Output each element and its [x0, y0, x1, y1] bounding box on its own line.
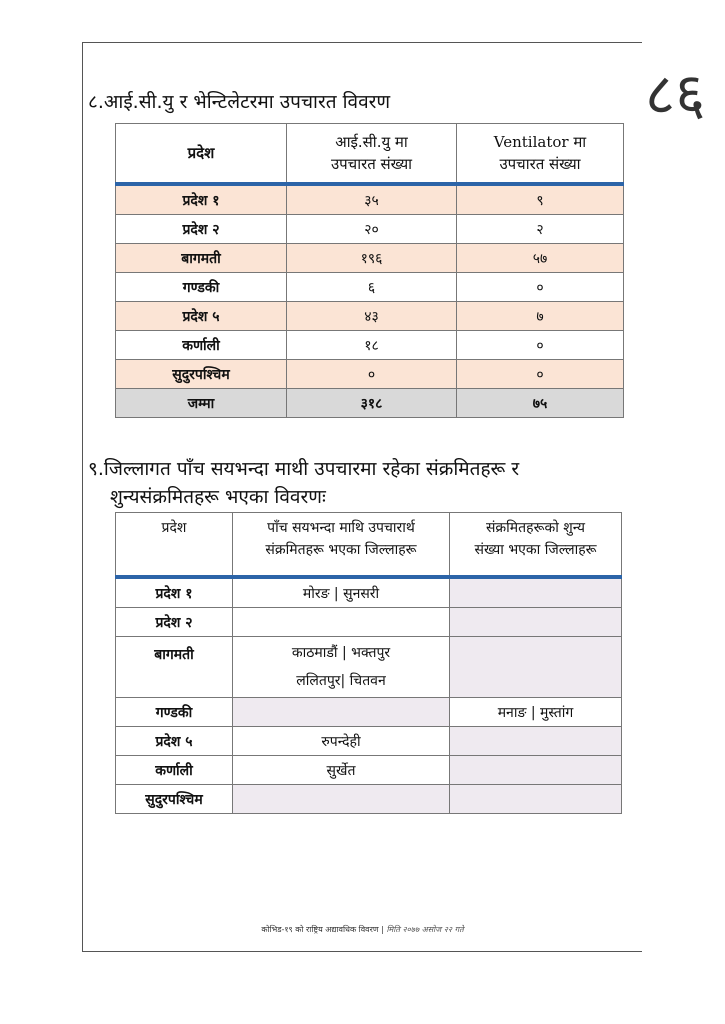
table-cell: कर्णाली	[116, 756, 233, 785]
footer-date: मिति २०७७ असोज २२ गते	[386, 925, 464, 934]
icu-ventilator-table	[115, 123, 624, 418]
table-cell: प्रदेश ५	[116, 302, 287, 331]
total-row	[116, 389, 624, 418]
table-cell: ३५	[287, 184, 457, 215]
table-cell: कर्णाली	[116, 331, 287, 360]
table-cell: २	[457, 215, 624, 244]
table-cell: सुदुरपश्चिम	[116, 360, 287, 389]
table-cell	[450, 577, 622, 608]
table-cell	[450, 727, 622, 756]
table-row	[116, 331, 624, 360]
table-cell	[233, 785, 450, 814]
table-cell: मनाङ | मुस्तांग	[450, 698, 622, 727]
section9-heading-line1: ९.जिल्लागत पाँच सयभन्दा माथी उपचारमा रहेका संक्रमितहरू र	[88, 458, 520, 480]
table-row	[116, 302, 624, 331]
table-cell: ०	[457, 331, 624, 360]
table-cell: ३१८	[287, 389, 457, 418]
table-row	[116, 785, 622, 814]
district-table	[115, 512, 622, 814]
table-cell: सुदुरपश्चिम	[116, 785, 233, 814]
section9-heading	[88, 455, 519, 511]
table-row	[116, 215, 624, 244]
table-cell: ०	[287, 360, 457, 389]
table-cell: ७	[457, 302, 624, 331]
table-row	[116, 577, 622, 608]
table-cell: बागमती	[116, 244, 287, 273]
table-cell: सुर्खेत	[233, 756, 450, 785]
header-ventilator: Ventilator मा उपचारत संख्या	[457, 124, 624, 185]
table-cell	[450, 608, 622, 637]
table-cell: ९	[457, 184, 624, 215]
table-cell: गण्डकी	[116, 698, 233, 727]
table-cell: काठमाडौं | भक्तपुर ललितपुर| चितवन	[233, 637, 450, 698]
header-province: प्रदेश	[116, 513, 233, 578]
header-province: प्रदेश	[116, 124, 287, 185]
table-row	[116, 698, 622, 727]
table-cell: जम्मा	[116, 389, 287, 418]
page-footer	[0, 924, 725, 935]
table-row	[116, 273, 624, 302]
table-cell: ७५	[457, 389, 624, 418]
table-cell	[233, 608, 450, 637]
table-cell: रुपन्देही	[233, 727, 450, 756]
table-cell: प्रदेश २	[116, 608, 233, 637]
header-icu: आई.सी.यु मा उपचारत संख्या	[287, 124, 457, 185]
table-cell	[233, 698, 450, 727]
table-row	[116, 756, 622, 785]
header-zero: संक्रमितहरूको शुन्य संख्या भएका जिल्लाहरू	[450, 513, 622, 578]
table-row	[116, 637, 622, 698]
table-cell: १८	[287, 331, 457, 360]
table-cell: ५७	[457, 244, 624, 273]
table-cell: ०	[457, 273, 624, 302]
table-cell: प्रदेश ५	[116, 727, 233, 756]
table-header-row	[116, 124, 624, 185]
table-cell: २०	[287, 215, 457, 244]
table-cell	[450, 785, 622, 814]
header-above500: पाँच सयभन्दा माथि उपचारार्थ संक्रमितहरू भएका जिल्लाहरू	[233, 513, 450, 578]
table-row	[116, 608, 622, 637]
table-row	[116, 244, 624, 273]
table-cell: १९६	[287, 244, 457, 273]
footer-title: कोभिड-१९ को राष्ट्रिय अद्यावधिक विवरण |	[261, 925, 384, 934]
table-row	[116, 184, 624, 215]
table-cell	[450, 637, 622, 698]
table-cell: ६	[287, 273, 457, 302]
table-cell	[450, 756, 622, 785]
table-cell: ०	[457, 360, 624, 389]
table-cell: गण्डकी	[116, 273, 287, 302]
table-cell: प्रदेश १	[116, 184, 287, 215]
table-cell: प्रदेश १	[116, 577, 233, 608]
table-cell: बागमती	[116, 637, 233, 698]
table-header-row	[116, 513, 622, 578]
page-number: ८६	[645, 60, 706, 128]
table-row	[116, 727, 622, 756]
section8-heading: ८.आई.सी.यु र भेन्टिलेटरमा उपचारत विवरण	[88, 91, 391, 113]
table-row	[116, 360, 624, 389]
table-cell: मोरङ | सुनसरी	[233, 577, 450, 608]
section9-heading-line2: शुन्यसंक्रमितहरू भएका विवरणः	[110, 486, 326, 508]
table-cell: प्रदेश २	[116, 215, 287, 244]
table-cell: ४३	[287, 302, 457, 331]
